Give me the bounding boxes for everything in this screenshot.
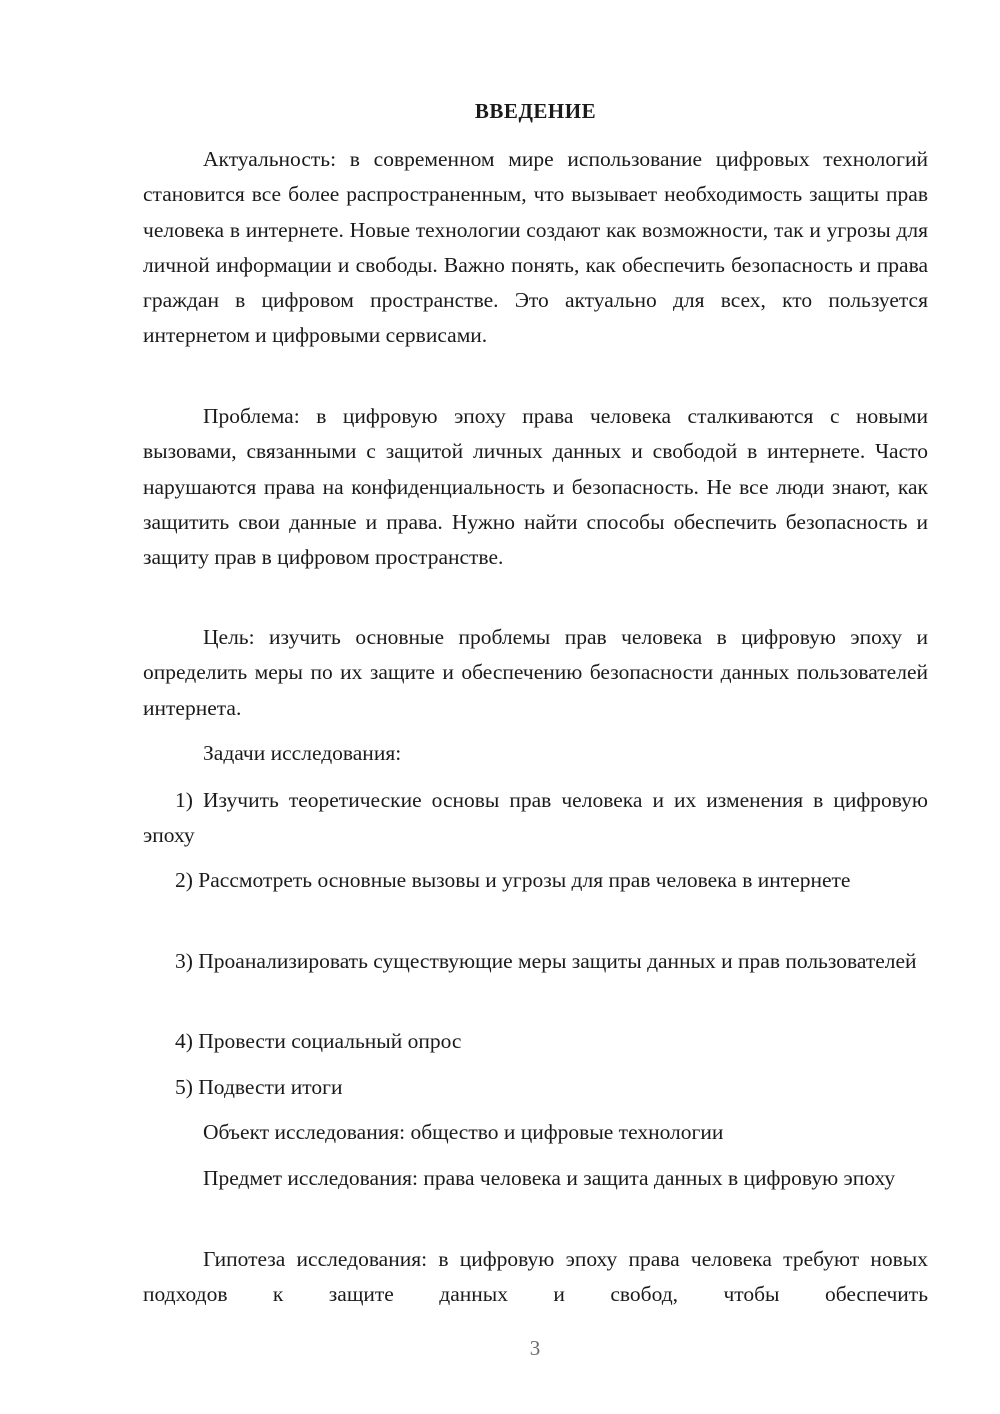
task-item-4: 4) Провести социальный опрос <box>175 1029 462 1053</box>
task-item-1: 1) Изучить теоретические основы прав человека и их изменения в цифровую эпоху <box>143 788 928 848</box>
task-item-2: 2) Рассмотреть основные вызовы и угрозы для прав человека в интернете <box>175 868 851 892</box>
subject-paragraph: Предмет исследования: права человека и защита данных в цифровую эпоху <box>203 1166 896 1190</box>
tasks-title: Задачи исследования: <box>203 741 402 765</box>
task-item-5: 5) Подвести итоги <box>175 1075 343 1099</box>
goal-paragraph: Цель: изучить основные проблемы прав человека в цифровую эпоху и определить меры по их защите и обеспечению безопасности данных пользователей интернета. <box>143 625 928 720</box>
problem-paragraph: Проблема: в цифровую эпоху права человека сталкиваются с новыми вызовами, связанными с защитой личных данных и свободой в интернете. Часто нарушаются права на конфиденциальность и безопасность. Не все люди знают, как защитить свои данные и права. Нужно найти способы обеспечить безопасность и защиту прав в цифровом пространстве. <box>143 404 928 570</box>
object-paragraph: Объект исследования: общество и цифровые технологии <box>203 1120 724 1144</box>
page-number: 3 <box>529 1336 541 1360</box>
section-heading: ВВЕДЕНИЕ <box>474 99 597 123</box>
actuality-paragraph: Актуальность: в современном мире использование цифровых технологий становится все более распространенным, что вызывает необходимость защиты прав человека в интернете. Новые технологии создают как возможности, так и угрозы для личной информации и свободы. Важно понять, как обеспечить безопасность и права граждан в цифровом пространстве. Это актуально для всех, кто пользуется интернетом и цифровыми сервисами. <box>143 147 928 348</box>
hypothesis-paragraph: Гипотеза исследования: в цифровую эпоху права человека требуют новых подходов к защите данных и свобод, чтобы обеспечить <box>143 1247 928 1307</box>
task-item-3: 3) Проанализировать существующие меры защиты данных и прав пользователей <box>175 949 917 973</box>
